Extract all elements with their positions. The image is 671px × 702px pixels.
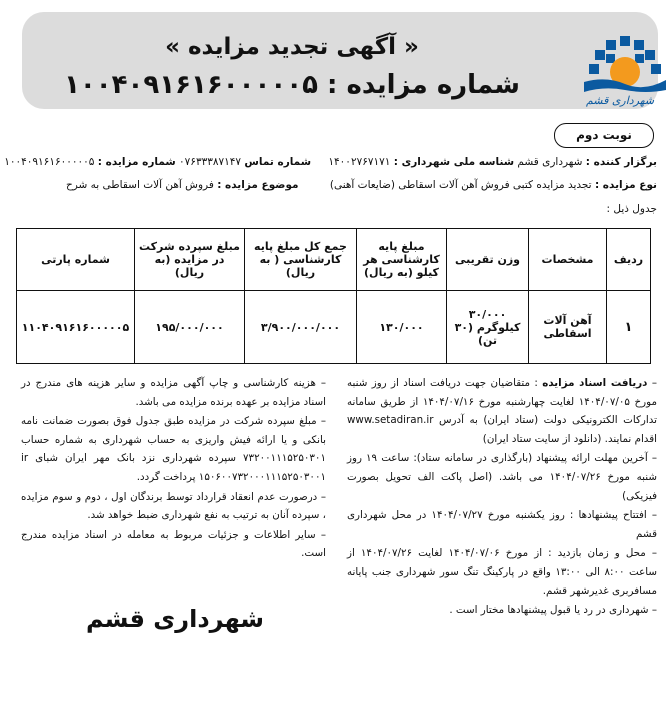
- detail-forfeit-text: درصورت عدم انعقاد قرارداد توسط برندگان اول ، دوم و سوم مزایده ، سپرده آنان به ترتیب به نفع شهرداری ضبط خواهد شد.: [21, 490, 326, 522]
- national-id-value: ۱۴۰۰۲۷۶۷۱۷۱: [328, 156, 391, 168]
- cell-specs: آهن آلات اسقاطی: [529, 291, 607, 364]
- header-total-base: جمع کل مبلغ پایه کارشناسی ( به ریال): [245, 229, 357, 291]
- subject-value: فروش آهن آلات اسقاطی به شرح: [65, 179, 214, 191]
- auction-type-line: [12, 179, 657, 191]
- cell-deposit: ۱۹۵/۰۰۰/۰۰۰: [135, 291, 245, 364]
- detail-other: – سایر اطلاعات و جزئیات مربوط به معامله در اسناد مزایده مندرج است.: [21, 528, 326, 560]
- cell-base-per-kg: ۱۳۰/۰۰۰: [357, 291, 447, 364]
- detail-documents: – دریافت اسناد مزایده : متقاضیان جهت دریافت اسناد از روز شنبه مورخ ۱۴۰۴/۰۷/۰۵ لغایت چهارشنبه مورخ ۱۴۰۴/۰۷/۱۶ از طریق سامانه تدارکات الکترونیکی دولت (ستاد ایران) به آدرس www.setadiran.ir اقدام نمایند. (دانلود از سایت ستاد ایران): [347, 377, 657, 445]
- phone-value: ۰۷۶۳۳۳۸۷۱۴۷: [179, 156, 242, 168]
- header-base-per-kg: مبلغ پایه کارشناسی هر کیلو (به ریال): [357, 229, 447, 291]
- detail-rights-text: شهرداری در رد یا قبول پیشنهادها مختار است .: [449, 604, 649, 617]
- detail-costs-text: هزینه کارشناسی و چاپ آگهی مزایده و سایر هزینه های مندرج در اسناد مزایده بر عهده برنده مزایده می باشد.: [21, 377, 326, 408]
- detail-deadline: – آخرین مهلت ارائه پیشنهاد (بارگذاری در سامانه ستاد): ساعت ۱۹ روز شنبه مورخ ۱۴۰۴/۰۷/۲۶ می باشد. (اصل پاکت الف تحویل بصورت فیزیکی): [347, 452, 658, 502]
- detail-rights: – شهرداری در رد یا قبول پیشنهادها مختار است .: [449, 604, 657, 617]
- header-deposit: مبلغ سپرده شرکت در مزایده (به ریال): [135, 229, 245, 291]
- auction-number-heading: شماره مزایده : ۱۰۰۴۰۹۱۶۱۶۰۰۰۰۰۵: [64, 70, 520, 100]
- header-specs: مشخصات: [529, 229, 607, 291]
- auction-table: [16, 228, 650, 364]
- round-badge: نوبت دوم: [554, 123, 654, 148]
- cell-row-no: ۱: [607, 291, 651, 364]
- header-party-no: شماره پارتی: [17, 229, 135, 291]
- cell-total-base: ۳/۹۰۰/۰۰۰/۰۰۰: [245, 291, 357, 364]
- auction-no-label: شماره مزایده :: [97, 156, 176, 168]
- logo-caption: شهرداری قشم: [585, 94, 655, 107]
- header-weight: وزن تقریبی: [447, 229, 529, 291]
- municipality-logo: [576, 34, 671, 118]
- details-left-column: [21, 374, 326, 564]
- auction-type-value: تجدید مزایده کتبی فروش آهن آلات اسقاطی (ضایعات آهنی): [329, 179, 592, 191]
- signature: شهرداری قشم: [85, 605, 265, 633]
- detail-forfeit: – درصورت عدم انعقاد قرارداد توسط برندگان اول ، دوم و سوم مزایده ، سپرده آنان به ترتیب به نفع شهرداری ضبط خواهد شد.: [21, 490, 327, 522]
- header-row-no: ردیف: [607, 229, 651, 291]
- notice-title: « آگهی تجدید مزایده »: [165, 34, 419, 60]
- detail-documents-title: دریافت اسناد مزایده: [542, 377, 648, 389]
- detail-visit-text: محل و زمان بازدید : از مورخ ۱۴۰۴/۰۷/۰۶ لغایت ۱۴۰۴/۰۷/۲۶ از ساعت ۸:۰۰ الی ۱۳:۰۰ واقع در پارکینگ تنگ سور شهرداری جنب پایانه مسافربری غدیرشهر قشم.: [347, 547, 657, 597]
- organizer-value: شهرداری قشم: [517, 156, 583, 168]
- detail-costs: – هزینه کارشناسی و چاپ آگهی مزایده و سایر هزینه های مندرج در اسناد مزایده بر عهده برنده مزایده می باشد.: [21, 377, 326, 408]
- detail-opening-text: افتتاح پیشنهادها : روز یکشنبه مورخ ۱۴۰۴/۰۷/۲۷ در محل شهرداری قشم: [347, 509, 657, 540]
- table-header-row: [17, 229, 651, 291]
- subject-label: موضوع مزایده :: [217, 179, 299, 191]
- detail-deposit: – مبلغ سپرده شرکت در مزایده طبق جدول فوق بصورت ضمانت نامه بانکی و یا ارائه فیش واریزی به حساب شهرداری به شماره حساب ۷۳۲۰۰۱۱۱۵۲۵۰۳۰۱ سپرده شهرداری نزد بانک مهر ایران شبای ir ۱۵۰۶۰۰۷۳۲۰۰۰۱۱۱۵۲۵۰۳۰۰۱ پرداخت گردد.: [21, 415, 327, 483]
- auction-type-label: نوع مزایده :: [594, 179, 657, 191]
- detail-visit: – محل و زمان بازدید : از مورخ ۱۴۰۴/۰۷/۰۶ لغایت ۱۴۰۴/۰۷/۲۶ از ساعت ۸:۰۰ الی ۱۳:۰۰ واقع در پارکینگ تنگ سور شهرداری جنب پایانه مسافربری غدیرشهر قشم.: [347, 547, 658, 597]
- detail-opening: – افتتاح پیشنهادها : روز یکشنبه مورخ ۱۴۰۴/۰۷/۲۷ در محل شهرداری قشم: [347, 509, 658, 540]
- detail-deposit-text: مبلغ سپرده شرکت در مزایده طبق جدول فوق بصورت ضمانت نامه بانکی و یا ارائه فیش واریزی به حساب شهرداری به شماره حساب ۷۳۲۰۰۱۱۱۵۲۵۰۳۰۱ سپرده شهرداری نزد بانک مهر ایران شبای ir ۱۵۰۶۰۰۷۳۲۰۰۰۱۱۱۵۲۵۰۳۰۰۱ پرداخت گردد.: [21, 415, 326, 483]
- organizer-label: برگزار کننده :: [585, 156, 657, 168]
- auction-no-value: ۱۰۰۴۰۹۱۶۱۶۰۰۰۰۰۵: [4, 156, 95, 168]
- detail-documents-text: : متقاضیان جهت دریافت اسناد از روز شنبه مورخ ۱۴۰۴/۰۷/۰۵ لغایت چهارشنبه مورخ ۱۴۰۴/۰۷/۱۶ از طریق سامانه تدارکات الکترونیکی دولت (ستاد ایران) به آدرس www.setadiran.ir اقدام نمایند. (دانلود از سایت ستاد ایران): [347, 377, 657, 445]
- detail-deadline-text: آخرین مهلت ارائه پیشنهاد (بارگذاری در سامانه ستاد): ساعت ۱۹ روز شنبه مورخ ۱۴۰۴/۰۷/۲۶ می باشد. (اصل پاکت الف تحویل بصورت فیزیکی): [347, 452, 657, 502]
- national-id-label: شناسه ملی شهرداری :: [393, 156, 515, 168]
- phone-label: شماره تماس: [244, 156, 312, 168]
- cell-weight: ۳۰/۰۰۰ کیلوگرم (۳۰ تن): [447, 291, 529, 364]
- detail-other-text: سایر اطلاعات و جزئیات مربوط به معامله در اسناد مزایده مندرج است.: [21, 528, 326, 560]
- cell-party-no: ۱۱۰۴۰۹۱۶۱۶۰۰۰۰۰۵: [17, 291, 135, 364]
- table-intro: جدول ذیل :: [606, 203, 657, 215]
- organizer-line: [4, 156, 657, 168]
- logo-sun-icon: [576, 34, 671, 96]
- details-right-column: [347, 374, 657, 621]
- table-row: [17, 291, 651, 364]
- header-banner: [22, 12, 658, 109]
